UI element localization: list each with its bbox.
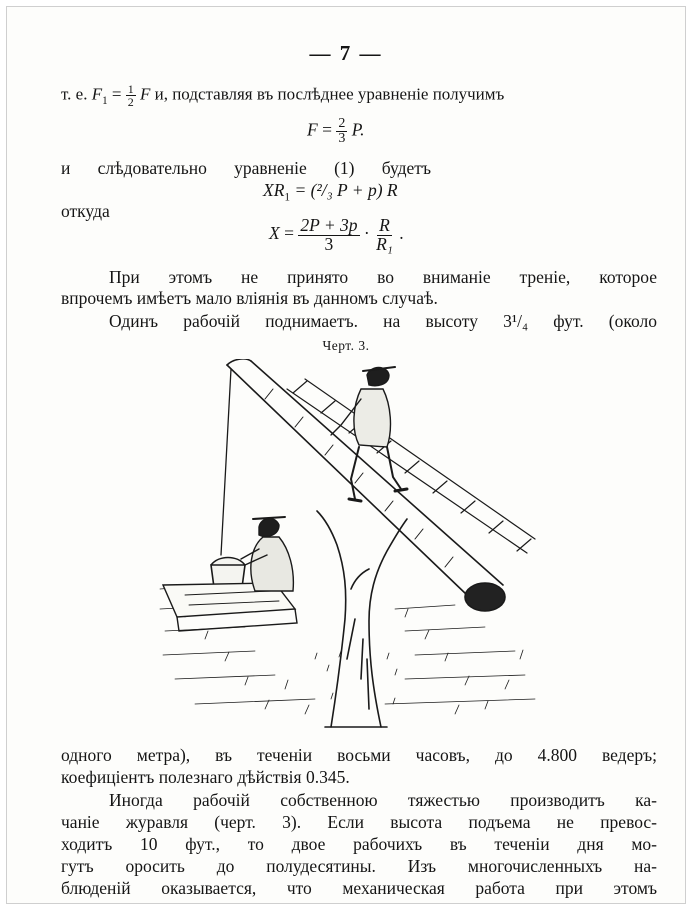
eq3-rest: = (²/₃ P + p) <box>290 180 387 200</box>
para3-line-5: блюденій оказывается, что механическая работа при этомъ <box>61 878 657 898</box>
text-line-1 <box>61 83 657 112</box>
line1-prefix: т. е. <box>61 84 92 104</box>
tree-trunk <box>317 511 407 727</box>
para2-line-1: Одинъ рабочій поднимаетъ. на высоту 3¹/₄ фут. (около <box>109 311 657 331</box>
text-line-5: откуда <box>61 201 110 221</box>
line1-suffix: и, подставляя въ послѣднее уравненіе получимъ <box>150 84 505 104</box>
para2-line-2: одного метра), въ теченіи восьми часовъ, до 4.800 ведеръ; <box>61 745 657 765</box>
eq3-xr: XR <box>263 180 285 200</box>
eq4-rden: R₁ <box>376 233 393 254</box>
eq4-rnum: R <box>379 215 390 235</box>
page-number: — 7 — <box>309 41 383 65</box>
eq2-equals: = <box>317 119 337 140</box>
well-sweep-illustration <box>155 359 547 731</box>
para2-line-3: коефиціентъ полезнаго дѣйствія 0.345. <box>61 767 350 787</box>
two-thirds-den: 3 <box>338 131 346 146</box>
eq4-end: . <box>394 223 404 244</box>
equation-xr <box>263 179 398 209</box>
eq3-sub: 1 <box>284 191 291 204</box>
half-numerator: 1 <box>127 82 134 96</box>
eq4-num: 2P + 3p <box>300 215 358 235</box>
eq4-dot: · <box>359 223 375 244</box>
para1-line-1: При этомъ не принято во вниманіе треніе, которое <box>109 267 657 287</box>
two-thirds-num: 2 <box>338 116 346 131</box>
f1-symbol: F <box>91 84 103 104</box>
equation-x <box>269 217 404 261</box>
eq3-r: R <box>386 180 398 200</box>
equation-f <box>307 117 365 153</box>
eq2-lhs: F <box>307 119 318 140</box>
ladder <box>287 379 535 553</box>
para3-line-2: чаніе журавля (черт. 3). Если высота подъема не превос- <box>61 812 657 832</box>
well-rope <box>221 369 231 555</box>
eq4-fraction-2 <box>374 217 395 253</box>
figure-caption: Черт. 3. <box>322 338 370 353</box>
eq2-rhs: P. <box>351 119 365 140</box>
worker-at-well <box>241 517 293 591</box>
eq4-equals: = <box>279 223 299 244</box>
book-page <box>6 6 686 904</box>
para3-line-1: Иногда рабочій собственною тяжестью производитъ ка- <box>109 790 657 810</box>
eq4-den: 3 <box>324 233 334 254</box>
half-denominator: 2 <box>127 95 134 109</box>
f1-subscript: 1 <box>102 94 108 107</box>
two-thirds-fraction <box>336 117 347 146</box>
equals-sign: = <box>107 84 126 104</box>
worker-on-ladder <box>331 367 407 501</box>
para3-line-3: ходитъ 10 фут., то двое рабочихъ въ теченіи дня мо- <box>61 834 657 854</box>
eq4-fraction-1 <box>298 217 359 253</box>
para1-line-2: впрочемъ имѣетъ мало вліянія въ данномъ случаѣ. <box>61 288 438 308</box>
text-line-3: и слѣдовательно уравненіе (1) будетъ <box>61 158 431 178</box>
para3-line-4: гутъ оросить до полудесятины. Изъ многочисленныхъ на- <box>61 856 657 876</box>
half-fraction <box>126 83 136 108</box>
eq4-x: X <box>269 223 280 244</box>
f-symbol: F <box>139 84 151 104</box>
